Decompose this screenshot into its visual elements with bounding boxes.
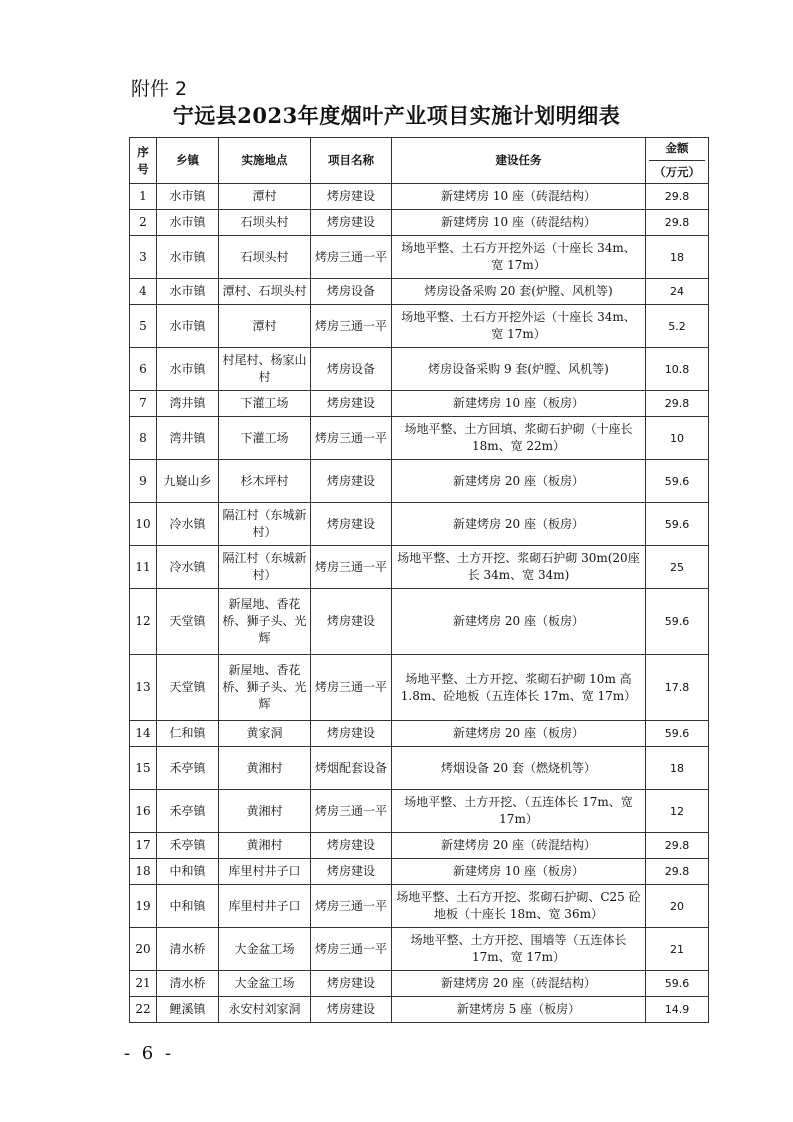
- row-amount: 21: [646, 928, 709, 971]
- row-location: 潭村: [219, 184, 311, 210]
- header-amount-label: 金额: [649, 140, 705, 161]
- table-row: [130, 503, 709, 546]
- row-location: 石坝头村: [219, 210, 311, 236]
- table-row: [130, 833, 709, 859]
- table-row: [130, 589, 709, 655]
- row-project: 烤房三通一平: [311, 790, 392, 833]
- table-row: [130, 279, 709, 305]
- row-town: 湾井镇: [157, 417, 219, 460]
- row-task: 烤房设备采购 9 套(炉膛、风机等): [392, 348, 646, 391]
- row-town: 水市镇: [157, 348, 219, 391]
- row-task: 场地平整、土方开挖、围墙等（五连体长 17m、宽 17m）: [392, 928, 646, 971]
- table-row: [130, 859, 709, 885]
- row-project: 烤房三通一平: [311, 417, 392, 460]
- table-row: [130, 460, 709, 503]
- row-project: 烤房三通一平: [311, 885, 392, 928]
- row-seq: 1: [130, 184, 157, 210]
- row-seq: 12: [130, 589, 157, 655]
- row-seq: 21: [130, 971, 157, 997]
- row-task: 场地平整、土石方开挖外运（十座长 34m、宽 17m）: [392, 305, 646, 348]
- table-row: [130, 236, 709, 279]
- row-location: 潭村、石坝头村: [219, 279, 311, 305]
- row-seq: 7: [130, 391, 157, 417]
- row-amount: 12: [646, 790, 709, 833]
- row-town: 九嶷山乡: [157, 460, 219, 503]
- row-amount: 29.8: [646, 833, 709, 859]
- row-project: 烤房建设: [311, 833, 392, 859]
- row-town: 禾亭镇: [157, 833, 219, 859]
- row-location: 永安村刘家洞: [219, 997, 311, 1023]
- header-seq: 序号: [130, 138, 157, 184]
- row-project: 烤房三通一平: [311, 928, 392, 971]
- row-location: 隔江村（东城新村）: [219, 546, 311, 589]
- row-seq: 11: [130, 546, 157, 589]
- header-project: 项目名称: [311, 138, 392, 184]
- row-amount: 18: [646, 236, 709, 279]
- row-seq: 19: [130, 885, 157, 928]
- row-project: 烤房建设: [311, 391, 392, 417]
- row-task: 新建烤房 20 座（板房）: [392, 589, 646, 655]
- table-row: [130, 885, 709, 928]
- row-seq: 17: [130, 833, 157, 859]
- row-town: 水市镇: [157, 305, 219, 348]
- row-location: 库里村井子口: [219, 859, 311, 885]
- table-row: [130, 546, 709, 589]
- row-project: 烤房建设: [311, 589, 392, 655]
- row-location: 新屋地、香花桥、狮子头、光辉: [219, 589, 311, 655]
- row-task: 场地平整、土方开挖、浆砌石护砌 30m(20座长 34m、宽 34m): [392, 546, 646, 589]
- row-seq: 13: [130, 655, 157, 721]
- row-location: 潭村: [219, 305, 311, 348]
- row-location: 黄湘村: [219, 790, 311, 833]
- row-amount: 10.8: [646, 348, 709, 391]
- row-amount: 24: [646, 279, 709, 305]
- row-location: 黄湘村: [219, 747, 311, 790]
- row-task: 烤房设备采购 20 套(炉膛、风机等): [392, 279, 646, 305]
- row-project: 烤房建设: [311, 721, 392, 747]
- page-number: - 6 -: [124, 1043, 175, 1064]
- row-task: 新建烤房 20 座（板房）: [392, 721, 646, 747]
- row-town: 冷水镇: [157, 503, 219, 546]
- row-seq: 5: [130, 305, 157, 348]
- row-town: 中和镇: [157, 885, 219, 928]
- row-town: 冷水镇: [157, 546, 219, 589]
- row-task: 场地平整、土石方开挖、浆砌石护砌、C25 砼地板（十座长 18m、宽 36m）: [392, 885, 646, 928]
- row-project: 烤房三通一平: [311, 236, 392, 279]
- row-town: 天堂镇: [157, 655, 219, 721]
- row-town: 清水桥: [157, 971, 219, 997]
- row-task: 烤烟设备 20 套（燃烧机等）: [392, 747, 646, 790]
- row-task: 新建烤房 20 座（砖混结构）: [392, 833, 646, 859]
- row-seq: 16: [130, 790, 157, 833]
- table-row: [130, 655, 709, 721]
- table-row: [130, 928, 709, 971]
- row-seq: 22: [130, 997, 157, 1023]
- row-amount: 20: [646, 885, 709, 928]
- row-location: 下灌工场: [219, 391, 311, 417]
- row-amount: 25: [646, 546, 709, 589]
- row-seq: 14: [130, 721, 157, 747]
- row-location: 下灌工场: [219, 417, 311, 460]
- row-location: 黄家洞: [219, 721, 311, 747]
- row-location: 大金盆工场: [219, 928, 311, 971]
- row-project: 烤房三通一平: [311, 305, 392, 348]
- row-seq: 4: [130, 279, 157, 305]
- table-row: [130, 747, 709, 790]
- table-row: [130, 790, 709, 833]
- document-title: 宁远县2023年度烟叶产业项目实施计划明细表: [172, 103, 621, 128]
- row-amount: 14.9: [646, 997, 709, 1023]
- row-task: 场地平整、土石方开挖外运（十座长 34m、宽 17m）: [392, 236, 646, 279]
- row-town: 水市镇: [157, 279, 219, 305]
- row-task: 新建烤房 10 座（板房）: [392, 391, 646, 417]
- row-location: 村尾村、杨家山村: [219, 348, 311, 391]
- row-project: 烤烟配套设备: [311, 747, 392, 790]
- row-project: 烤房建设: [311, 210, 392, 236]
- row-seq: 3: [130, 236, 157, 279]
- row-amount: 59.6: [646, 721, 709, 747]
- row-town: 湾井镇: [157, 391, 219, 417]
- row-task: 新建烤房 10 座（板房）: [392, 859, 646, 885]
- row-amount: 18: [646, 747, 709, 790]
- row-location: 大金盆工场: [219, 971, 311, 997]
- row-amount: 29.8: [646, 859, 709, 885]
- row-amount: 29.8: [646, 210, 709, 236]
- row-project: 烤房建设: [311, 503, 392, 546]
- row-location: 库里村井子口: [219, 885, 311, 928]
- row-town: 禾亭镇: [157, 790, 219, 833]
- row-project: 烤房建设: [311, 997, 392, 1023]
- row-seq: 20: [130, 928, 157, 971]
- row-task: 场地平整、土方开挖、浆砌石护砌 10m 高 1.8m、砼地板（五连体长 17m、宽 17m）: [392, 655, 646, 721]
- row-project: 烤房三通一平: [311, 546, 392, 589]
- row-location: 杉木坪村: [219, 460, 311, 503]
- row-task: 新建烤房 10 座（砖混结构）: [392, 184, 646, 210]
- row-project: 烤房建设: [311, 184, 392, 210]
- header-location: 实施地点: [219, 138, 311, 184]
- row-seq: 8: [130, 417, 157, 460]
- row-location: 隔江村（东城新村）: [219, 503, 311, 546]
- row-location: 黄湘村: [219, 833, 311, 859]
- row-town: 清水桥: [157, 928, 219, 971]
- table-row: [130, 391, 709, 417]
- row-town: 中和镇: [157, 859, 219, 885]
- table-row: [130, 721, 709, 747]
- row-seq: 10: [130, 503, 157, 546]
- header-amount-unit: （万元）: [654, 165, 700, 179]
- table-row: [130, 348, 709, 391]
- row-task: 新建烤房 20 座（砖混结构）: [392, 971, 646, 997]
- row-seq: 9: [130, 460, 157, 503]
- annex-label: 附件 2: [131, 78, 188, 100]
- row-seq: 2: [130, 210, 157, 236]
- row-amount: 59.6: [646, 503, 709, 546]
- row-town: 禾亭镇: [157, 747, 219, 790]
- row-location: 新屋地、香花桥、狮子头、光辉: [219, 655, 311, 721]
- row-amount: 59.6: [646, 460, 709, 503]
- row-town: 水市镇: [157, 236, 219, 279]
- table-row: [130, 417, 709, 460]
- header-task: 建设任务: [392, 138, 646, 184]
- row-town: 水市镇: [157, 210, 219, 236]
- row-amount: 5.2: [646, 305, 709, 348]
- row-amount: 17.8: [646, 655, 709, 721]
- row-project: 烤房设备: [311, 279, 392, 305]
- row-task: 新建烤房 20 座（板房）: [392, 460, 646, 503]
- table-row: [130, 971, 709, 997]
- header-town: 乡镇: [157, 138, 219, 184]
- table-row: [130, 305, 709, 348]
- row-task: 场地平整、土方开挖、（五连体长 17m、宽 17m）: [392, 790, 646, 833]
- row-project: 烤房建设: [311, 460, 392, 503]
- row-seq: 6: [130, 348, 157, 391]
- row-task: 场地平整、土方回填、浆砌石护砌（十座长 18m、宽 22m）: [392, 417, 646, 460]
- table-row: [130, 997, 709, 1023]
- row-location: 石坝头村: [219, 236, 311, 279]
- row-amount: 29.8: [646, 391, 709, 417]
- row-amount: 10: [646, 417, 709, 460]
- project-plan-table: [129, 137, 709, 1023]
- row-project: 烤房建设: [311, 971, 392, 997]
- row-project: 烤房设备: [311, 348, 392, 391]
- row-task: 新建烤房 5 座（板房）: [392, 997, 646, 1023]
- row-town: 仁和镇: [157, 721, 219, 747]
- row-seq: 18: [130, 859, 157, 885]
- row-amount: 59.6: [646, 971, 709, 997]
- row-seq: 15: [130, 747, 157, 790]
- table-row: [130, 184, 709, 210]
- row-town: 水市镇: [157, 184, 219, 210]
- row-task: 新建烤房 20 座（板房）: [392, 503, 646, 546]
- table-row: [130, 210, 709, 236]
- row-project: 烤房三通一平: [311, 655, 392, 721]
- row-task: 新建烤房 10 座（砖混结构）: [392, 210, 646, 236]
- row-project: 烤房建设: [311, 859, 392, 885]
- header-amount: [646, 138, 709, 184]
- row-amount: 29.8: [646, 184, 709, 210]
- row-town: 天堂镇: [157, 589, 219, 655]
- row-town: 鲤溪镇: [157, 997, 219, 1023]
- row-amount: 59.6: [646, 589, 709, 655]
